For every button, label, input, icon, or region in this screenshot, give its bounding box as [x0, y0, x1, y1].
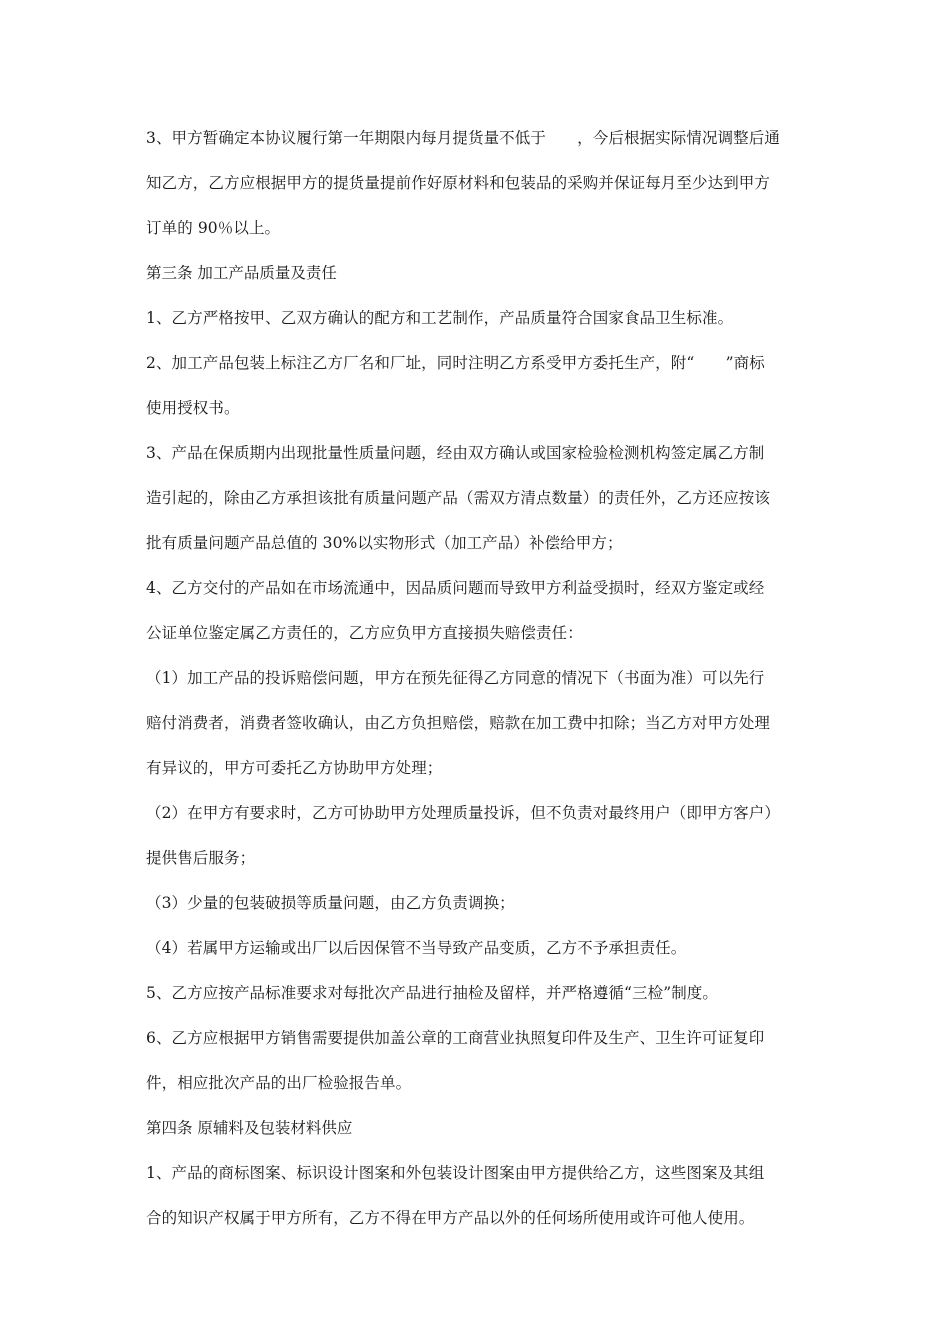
article-3-item-3-line-2: 造引起的，除由乙方承担该批有质量问题产品（需双方清点数量）的责任外，乙方还应按该	[146, 489, 771, 507]
article-4-item-1-line-1: 1、产品的商标图案、标识设计图案和外包装设计图案由甲方提供给乙方，这些图案及其组	[146, 1164, 765, 1182]
article-3-item-1: 1、乙方严格按甲、乙双方确认的配方和工艺制作，产品质量符合国家食品卫生标准。	[146, 309, 734, 327]
sub-item-4: （4）若属甲方运输或出厂以后因保管不当导致产品变质，乙方不予承担责任。	[146, 939, 687, 957]
sub-item-1-line-1: （1）加工产品的投诉赔偿问题，甲方在预先征得乙方同意的情况下（书面为准）可以先行	[146, 669, 765, 687]
clause-3-line-2: 知乙方，乙方应根据甲方的提货量提前作好原材料和包装品的采购并保证每月至少达到甲方	[146, 174, 771, 192]
article-3-item-2-line-2: 使用授权书。	[146, 399, 240, 417]
article-3-item-3-line-1: 3、产品在保质期内出现批量性质量问题，经由双方确认或国家检验检测机构签定属乙方制	[146, 444, 765, 462]
sub-item-1-line-2: 赔付消费者，消费者签收确认，由乙方负担赔偿，赔款在加工费中扣除；当乙方对甲方处理	[146, 714, 771, 732]
article-3-item-4-line-2: 公证单位鉴定属乙方责任的，乙方应负甲方直接损失赔偿责任：	[146, 624, 583, 642]
article-4-item-1-line-2: 合的知识产权属于甲方所有，乙方不得在甲方产品以外的任何场所使用或许可他人使用。	[146, 1209, 755, 1227]
document-body	[146, 125, 816, 1250]
sub-item-1-line-3: 有异议的，甲方可委托乙方协助甲方处理；	[146, 759, 443, 777]
article-3-heading: 第三条 加工产品质量及责任	[146, 264, 337, 282]
sub-item-2-line-1: （2）在甲方有要求时，乙方可协助甲方处理质量投诉，但不负责对最终用户（即甲方客户）	[146, 804, 780, 822]
article-3-item-3-line-3: 批有质量问题产品总值的 30%以实物形式（加工产品）补偿给甲方；	[146, 534, 623, 552]
article-4-heading: 第四条 原辅料及包装材料供应	[146, 1119, 353, 1137]
sub-item-2-line-2: 提供售后服务；	[146, 849, 256, 867]
article-3-item-6-line-1: 6、乙方应根据甲方销售需要提供加盖公章的工商营业执照复印件及生产、卫生许可证复印	[146, 1029, 765, 1047]
article-3-item-6-line-2: 件，相应批次产品的出厂检验报告单。	[146, 1074, 412, 1092]
article-3-item-2-line-1: 2、加工产品包装上标注乙方厂名和厂址，同时注明乙方系受甲方委托生产，附“ ”商标	[146, 354, 765, 372]
article-3-item-4-line-1: 4、乙方交付的产品如在市场流通中，因品质问题而导致甲方利益受损时，经双方鉴定或经	[146, 579, 765, 597]
article-3-item-5: 5、乙方应按产品标准要求对每批次产品进行抽检及留样，并严格遵循“三检”制度。	[146, 984, 719, 1002]
clause-3-line-3: 订单的 90％以上。	[146, 219, 281, 237]
clause-3-line-1: 3、甲方暂确定本协议履行第一年期限内每月提货量不低于 ，今后根据实际情况调整后通	[146, 129, 780, 147]
sub-item-3: （3）少量的包装破损等质量问题，由乙方负责调换；	[146, 894, 515, 912]
